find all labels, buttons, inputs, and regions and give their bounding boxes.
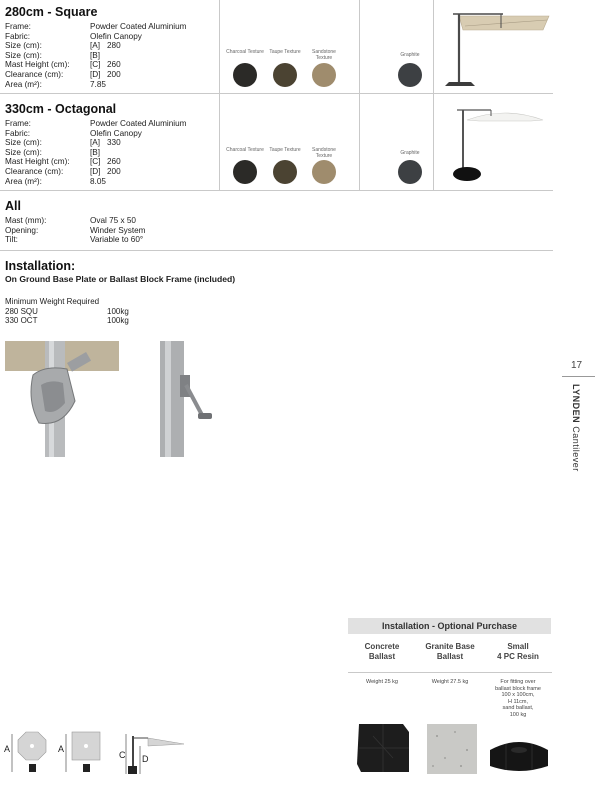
swatch-label: Taupe Texture	[269, 49, 301, 55]
item-desc: Weight 25 kg	[348, 672, 416, 686]
installation-subtitle: On Ground Base Plate or Ballast Block Frame (included)	[5, 274, 236, 284]
fabric-swatch-taupe[interactable]	[273, 63, 297, 87]
swatch-label: Charcoal Texture	[226, 147, 264, 153]
table-row: 280 SQU 100kg	[5, 306, 129, 316]
fabric-swatch-taupe[interactable]	[273, 160, 297, 184]
diagram-label-a: A	[4, 744, 11, 754]
optional-header: Installation - Optional Purchase	[348, 618, 551, 634]
swatch-label: Taupe Texture	[269, 147, 301, 153]
all-title: All	[5, 199, 21, 213]
brand-name: LYNDEN	[571, 384, 581, 424]
fabric-swatch-charcoal[interactable]	[233, 160, 257, 184]
weight-table	[5, 297, 205, 326]
height-diagram	[116, 732, 186, 776]
optional-item-granite[interactable]	[416, 642, 484, 686]
column-divider	[359, 0, 360, 190]
row-divider	[0, 250, 553, 251]
product-specs: Frame: Powder Coated Aluminium Fabric: Olefin Canopy Size (cm): [A] 280 Size (cm): [B] Mast Height (cm): [C] 260 Clearance (cm): [D] 200 Area (m²): 7.85	[5, 22, 187, 89]
product-specs: Frame: Powder Coated Aluminium Fabric: Olefin Canopy Size (cm): [A] 330 Size (cm): [B] Mast Height (cm): [C] 260 Clearance (cm): [D] 200 Area (m²): 8.05	[5, 119, 187, 186]
square-size-diagram	[58, 728, 110, 776]
swatch-label: Sandstone Texture	[312, 49, 336, 61]
square-umbrella-image	[445, 8, 553, 88]
installation-title: Installation:	[5, 259, 76, 273]
optional-item-resin[interactable]	[484, 642, 552, 718]
frame-swatch-graphite[interactable]	[398, 63, 422, 87]
winder-handle-photo	[150, 341, 216, 457]
product-title: 280cm - Square	[5, 5, 98, 19]
all-specs: Mast (mm): Oval 75 x 50 Opening: Winder System Tilt: Variable to 60°	[5, 216, 146, 245]
octagonal-size-diagram	[4, 728, 56, 776]
column-divider	[433, 0, 434, 190]
diagram-label-c: C	[119, 750, 126, 760]
swatch-label: Charcoal Texture	[226, 49, 264, 55]
swatch-label: Graphite	[400, 52, 420, 58]
side-brand	[571, 384, 581, 472]
item-desc: For fitting over ballast block frame 100 x 100cm, H 11cm, sand ballast, 100 kg	[484, 672, 552, 718]
page-number: 17	[571, 360, 583, 371]
frame-swatch-graphite[interactable]	[398, 160, 422, 184]
table-row: 330 OCT 100kg	[5, 316, 129, 325]
octagonal-umbrella-image	[445, 104, 553, 186]
item-name: Small 4 PC Resin	[497, 642, 539, 661]
fabric-swatch-charcoal[interactable]	[233, 63, 257, 87]
fabric-swatch-sandstone[interactable]	[312, 63, 336, 87]
item-name: Concrete Ballast	[364, 642, 400, 661]
column-divider	[219, 0, 220, 190]
product-title: 330cm - Octagonal	[5, 102, 117, 116]
item-desc: Weight 27.5 kg	[416, 672, 484, 686]
winder-closeup-photo	[5, 341, 119, 457]
optional-item-concrete[interactable]	[348, 642, 416, 686]
granite-ballast-image	[425, 722, 479, 776]
diagram-label-d: D	[142, 754, 149, 764]
resin-ballast-image	[486, 732, 552, 776]
item-name: Granite Base Ballast	[425, 642, 475, 661]
product-name: Cantilever	[571, 426, 581, 472]
concrete-ballast-image	[355, 722, 411, 776]
swatch-label: Sandstone Texture	[312, 147, 336, 159]
diagram-label-a: A	[58, 744, 65, 754]
row-divider	[0, 93, 553, 94]
weight-table-header: Minimum Weight Required	[5, 297, 100, 306]
fabric-swatch-sandstone[interactable]	[312, 160, 336, 184]
swatch-label: Graphite	[400, 150, 420, 156]
row-divider	[0, 190, 553, 191]
side-rule	[562, 376, 595, 377]
